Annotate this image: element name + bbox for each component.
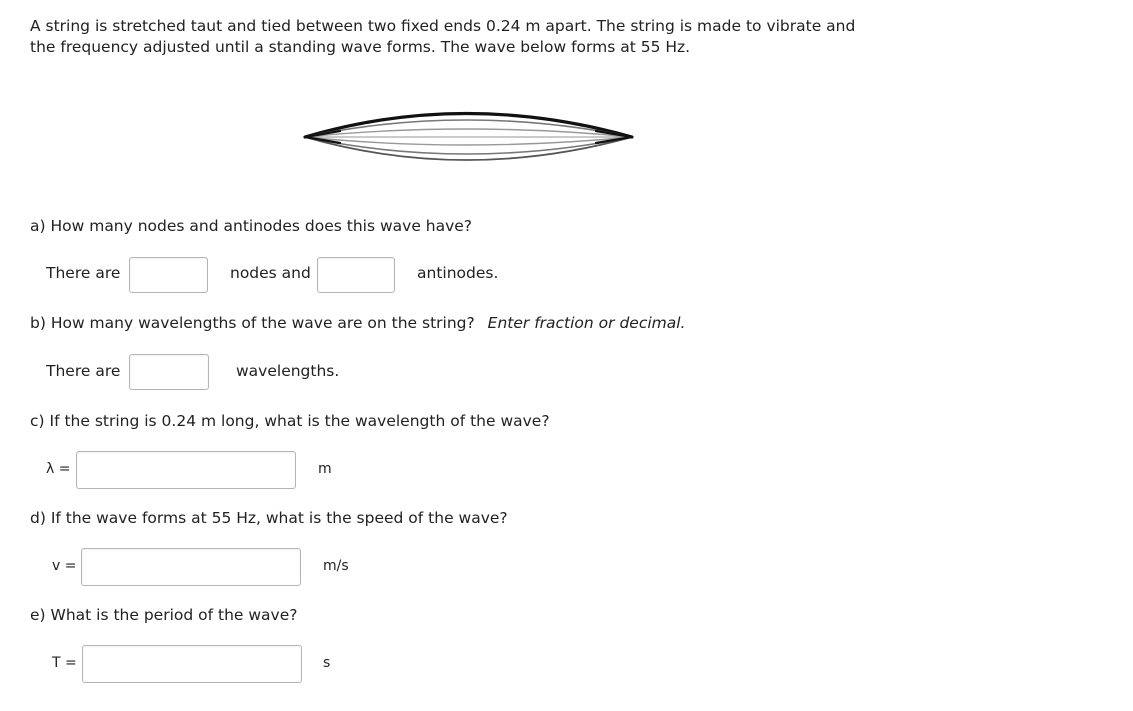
- question-a-middle: nodes and: [230, 264, 311, 282]
- wavelength-variable-label: λ =: [46, 461, 71, 477]
- question-b-prompt-row: [30, 314, 686, 332]
- question-e-prompt: e) What is the period of the wave?: [30, 606, 298, 624]
- question-a-prompt: a) How many nodes and antinodes does this wave have?: [30, 217, 473, 235]
- problem-statement: [30, 16, 855, 58]
- question-a-prefix: There are: [46, 264, 121, 282]
- nodes-input[interactable]: [129, 257, 208, 293]
- question-b-suffix: wavelengths.: [236, 362, 340, 380]
- question-b-prompt: b) How many wavelengths of the wave are on the string?: [30, 314, 475, 332]
- question-b-hint: Enter fraction or decimal.: [487, 314, 686, 332]
- speed-input[interactable]: [81, 548, 301, 586]
- problem-statement-line-2: the frequency adjusted until a standing wave forms. The wave below forms at 55 Hz.: [30, 38, 691, 56]
- wavelength-unit: m: [318, 461, 332, 477]
- speed-unit: m/s: [323, 558, 349, 574]
- antinodes-input[interactable]: [317, 257, 395, 293]
- period-unit: s: [323, 655, 331, 671]
- wave-line-middle-upper: [305, 129, 632, 137]
- problem-statement-line-1: A string is stretched taut and tied between two fixed ends 0.24 m apart. The string is made to vibrate and: [30, 17, 856, 35]
- speed-variable-label: v =: [52, 558, 77, 574]
- period-input[interactable]: [82, 645, 302, 683]
- wave-line-middle-lower: [305, 137, 632, 145]
- wavelengths-input[interactable]: [129, 354, 209, 390]
- standing-wave-diagram: [300, 95, 640, 180]
- question-b-prefix: There are: [46, 362, 121, 380]
- question-a-suffix: antinodes.: [417, 264, 499, 282]
- wavelength-input[interactable]: [76, 451, 296, 489]
- period-variable-label: T =: [52, 655, 77, 671]
- question-d-prompt: d) If the wave forms at 55 Hz, what is the speed of the wave?: [30, 509, 508, 527]
- question-c-prompt: c) If the string is 0.24 m long, what is the wavelength of the wave?: [30, 412, 550, 430]
